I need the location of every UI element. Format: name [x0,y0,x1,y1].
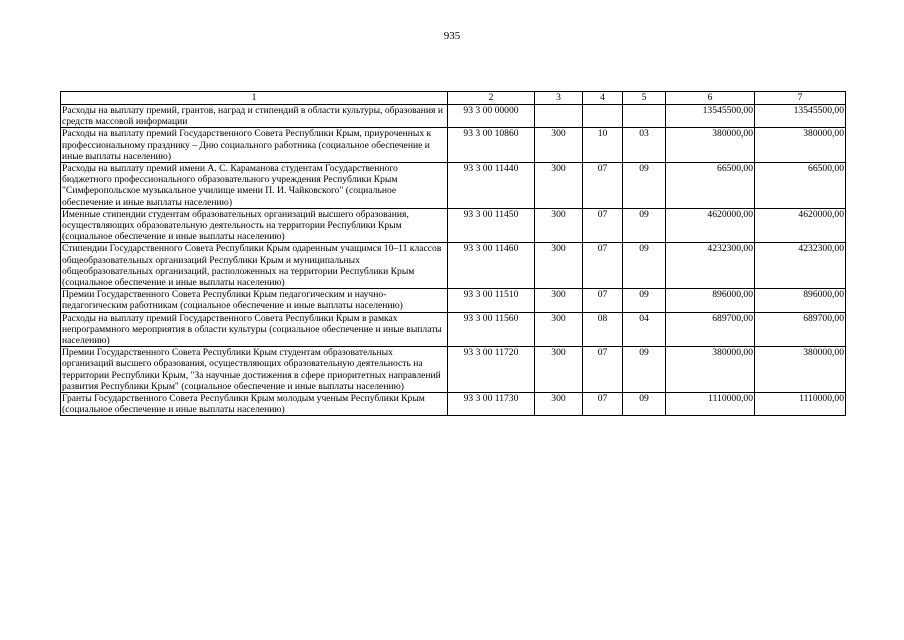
table-row [61,312,846,347]
budget-table [60,91,846,416]
table-row [61,163,846,209]
row-section: 07 [583,393,623,416]
column-header-1: 1 [61,92,448,105]
row-name: Расходы на выплату премий имени А. С. Караманова студентам Государственного бюджетного профессионального образовательного учреждения Республики Крым "Симферопольское музыкальное училище имени П. И. Чайковского" (социальное обеспечение и иные выплаты населению) [61,163,448,209]
row-amount-6: 66500,00 [666,163,755,209]
row-amount-6: 689700,00 [666,312,755,347]
row-subsection: 09 [623,393,666,416]
row-amount-7: 380000,00 [755,128,846,163]
row-amount-6: 1110000,00 [666,393,755,416]
row-section [583,105,623,128]
row-amount-6: 380000,00 [666,347,755,393]
header-row [61,92,846,105]
row-type: 300 [535,243,583,289]
row-name: Расходы на выплату премий Государственного Совета Республики Крым в рамках непрограммного мероприятия в области культуры (социальное обеспечение и иные выплаты населению) [61,312,448,347]
row-code: 93 3 00 11730 [448,393,535,416]
row-type: 300 [535,312,583,347]
row-section: 07 [583,289,623,312]
row-name: Премии Государственного Совета Республики Крым педагогическим и научно-педагогическим работникам (социальное обеспечение и иные выплаты населению) [61,289,448,312]
row-section: 07 [583,347,623,393]
row-amount-6: 896000,00 [666,289,755,312]
row-type: 300 [535,163,583,209]
row-amount-7: 380000,00 [755,347,846,393]
table-header [61,92,846,105]
table-row [61,243,846,289]
row-type: 300 [535,128,583,163]
row-amount-6: 13545500,00 [666,105,755,128]
row-code: 93 3 00 11560 [448,312,535,347]
row-type: 300 [535,347,583,393]
row-code: 93 3 00 11460 [448,243,535,289]
column-header-7: 7 [755,92,846,105]
column-header-2: 2 [448,92,535,105]
row-type: 300 [535,208,583,243]
column-header-3: 3 [535,92,583,105]
row-section: 07 [583,163,623,209]
row-type: 300 [535,393,583,416]
table-row [61,105,846,128]
row-subsection: 09 [623,163,666,209]
row-subsection: 04 [623,312,666,347]
row-name: Стипендии Государственного Совета Республики Крым одаренным учащимся 10–11 классов общеобразовательных организаций Республики Крым и муниципальных общеобразовательных организаций, расположенных на территории Республики Крым (социальное обеспечение и иные выплаты населению) [61,243,448,289]
table-row [61,208,846,243]
table-row [61,289,846,312]
row-subsection: 09 [623,289,666,312]
row-code: 93 3 00 11720 [448,347,535,393]
row-amount-7: 1110000,00 [755,393,846,416]
table-row [61,393,846,416]
row-code: 93 3 00 10860 [448,128,535,163]
row-amount-7: 13545500,00 [755,105,846,128]
row-type: 300 [535,289,583,312]
row-type [535,105,583,128]
row-code: 93 3 00 11510 [448,289,535,312]
table-row [61,128,846,163]
row-section: 08 [583,312,623,347]
row-subsection: 09 [623,347,666,393]
row-code: 93 3 00 11440 [448,163,535,209]
row-amount-7: 689700,00 [755,312,846,347]
row-name: Именные стипендии студентам образовательных организаций высшего образования, осуществляющих образовательную деятельность на территории Республики Крым (социальное обеспечение и иные выплаты населению) [61,208,448,243]
row-amount-7: 4620000,00 [755,208,846,243]
row-amount-7: 4232300,00 [755,243,846,289]
row-subsection [623,105,666,128]
row-name: Расходы на выплату премий, грантов, наград и стипендий в области культуры, образования и средств массовой информации [61,105,448,128]
row-name: Гранты Государственного Совета Республики Крым молодым ученым Республики Крым (социальное обеспечение и иные выплаты населению) [61,393,448,416]
table-row [61,347,846,393]
page-number: 935 [443,30,461,42]
row-amount-7: 66500,00 [755,163,846,209]
table-body [61,105,846,416]
row-section: 07 [583,243,623,289]
row-amount-7: 896000,00 [755,289,846,312]
row-section: 07 [583,208,623,243]
column-header-5: 5 [623,92,666,105]
row-subsection: 09 [623,208,666,243]
row-amount-6: 4620000,00 [666,208,755,243]
row-name: Премии Государственного Совета Республики Крым студентам образовательных организаций высшего образования, осуществляющих образовательную деятельность на территории Республики Крым, "За научные достижения в сфере приоритетных направлений развития Республики Крым" (социальное обеспечение и иные выплаты населению) [61,347,448,393]
row-subsection: 09 [623,243,666,289]
row-amount-6: 4232300,00 [666,243,755,289]
row-code: 93 3 00 00000 [448,105,535,128]
row-subsection: 03 [623,128,666,163]
row-amount-6: 380000,00 [666,128,755,163]
row-name: Расходы на выплату премий Государственного Совета Республики Крым, приуроченных к профессиональному празднику – Дню социального работника (социальное обеспечение и иные выплаты населению) [61,128,448,163]
column-header-4: 4 [583,92,623,105]
column-header-6: 6 [666,92,755,105]
row-section: 10 [583,128,623,163]
row-code: 93 3 00 11450 [448,208,535,243]
